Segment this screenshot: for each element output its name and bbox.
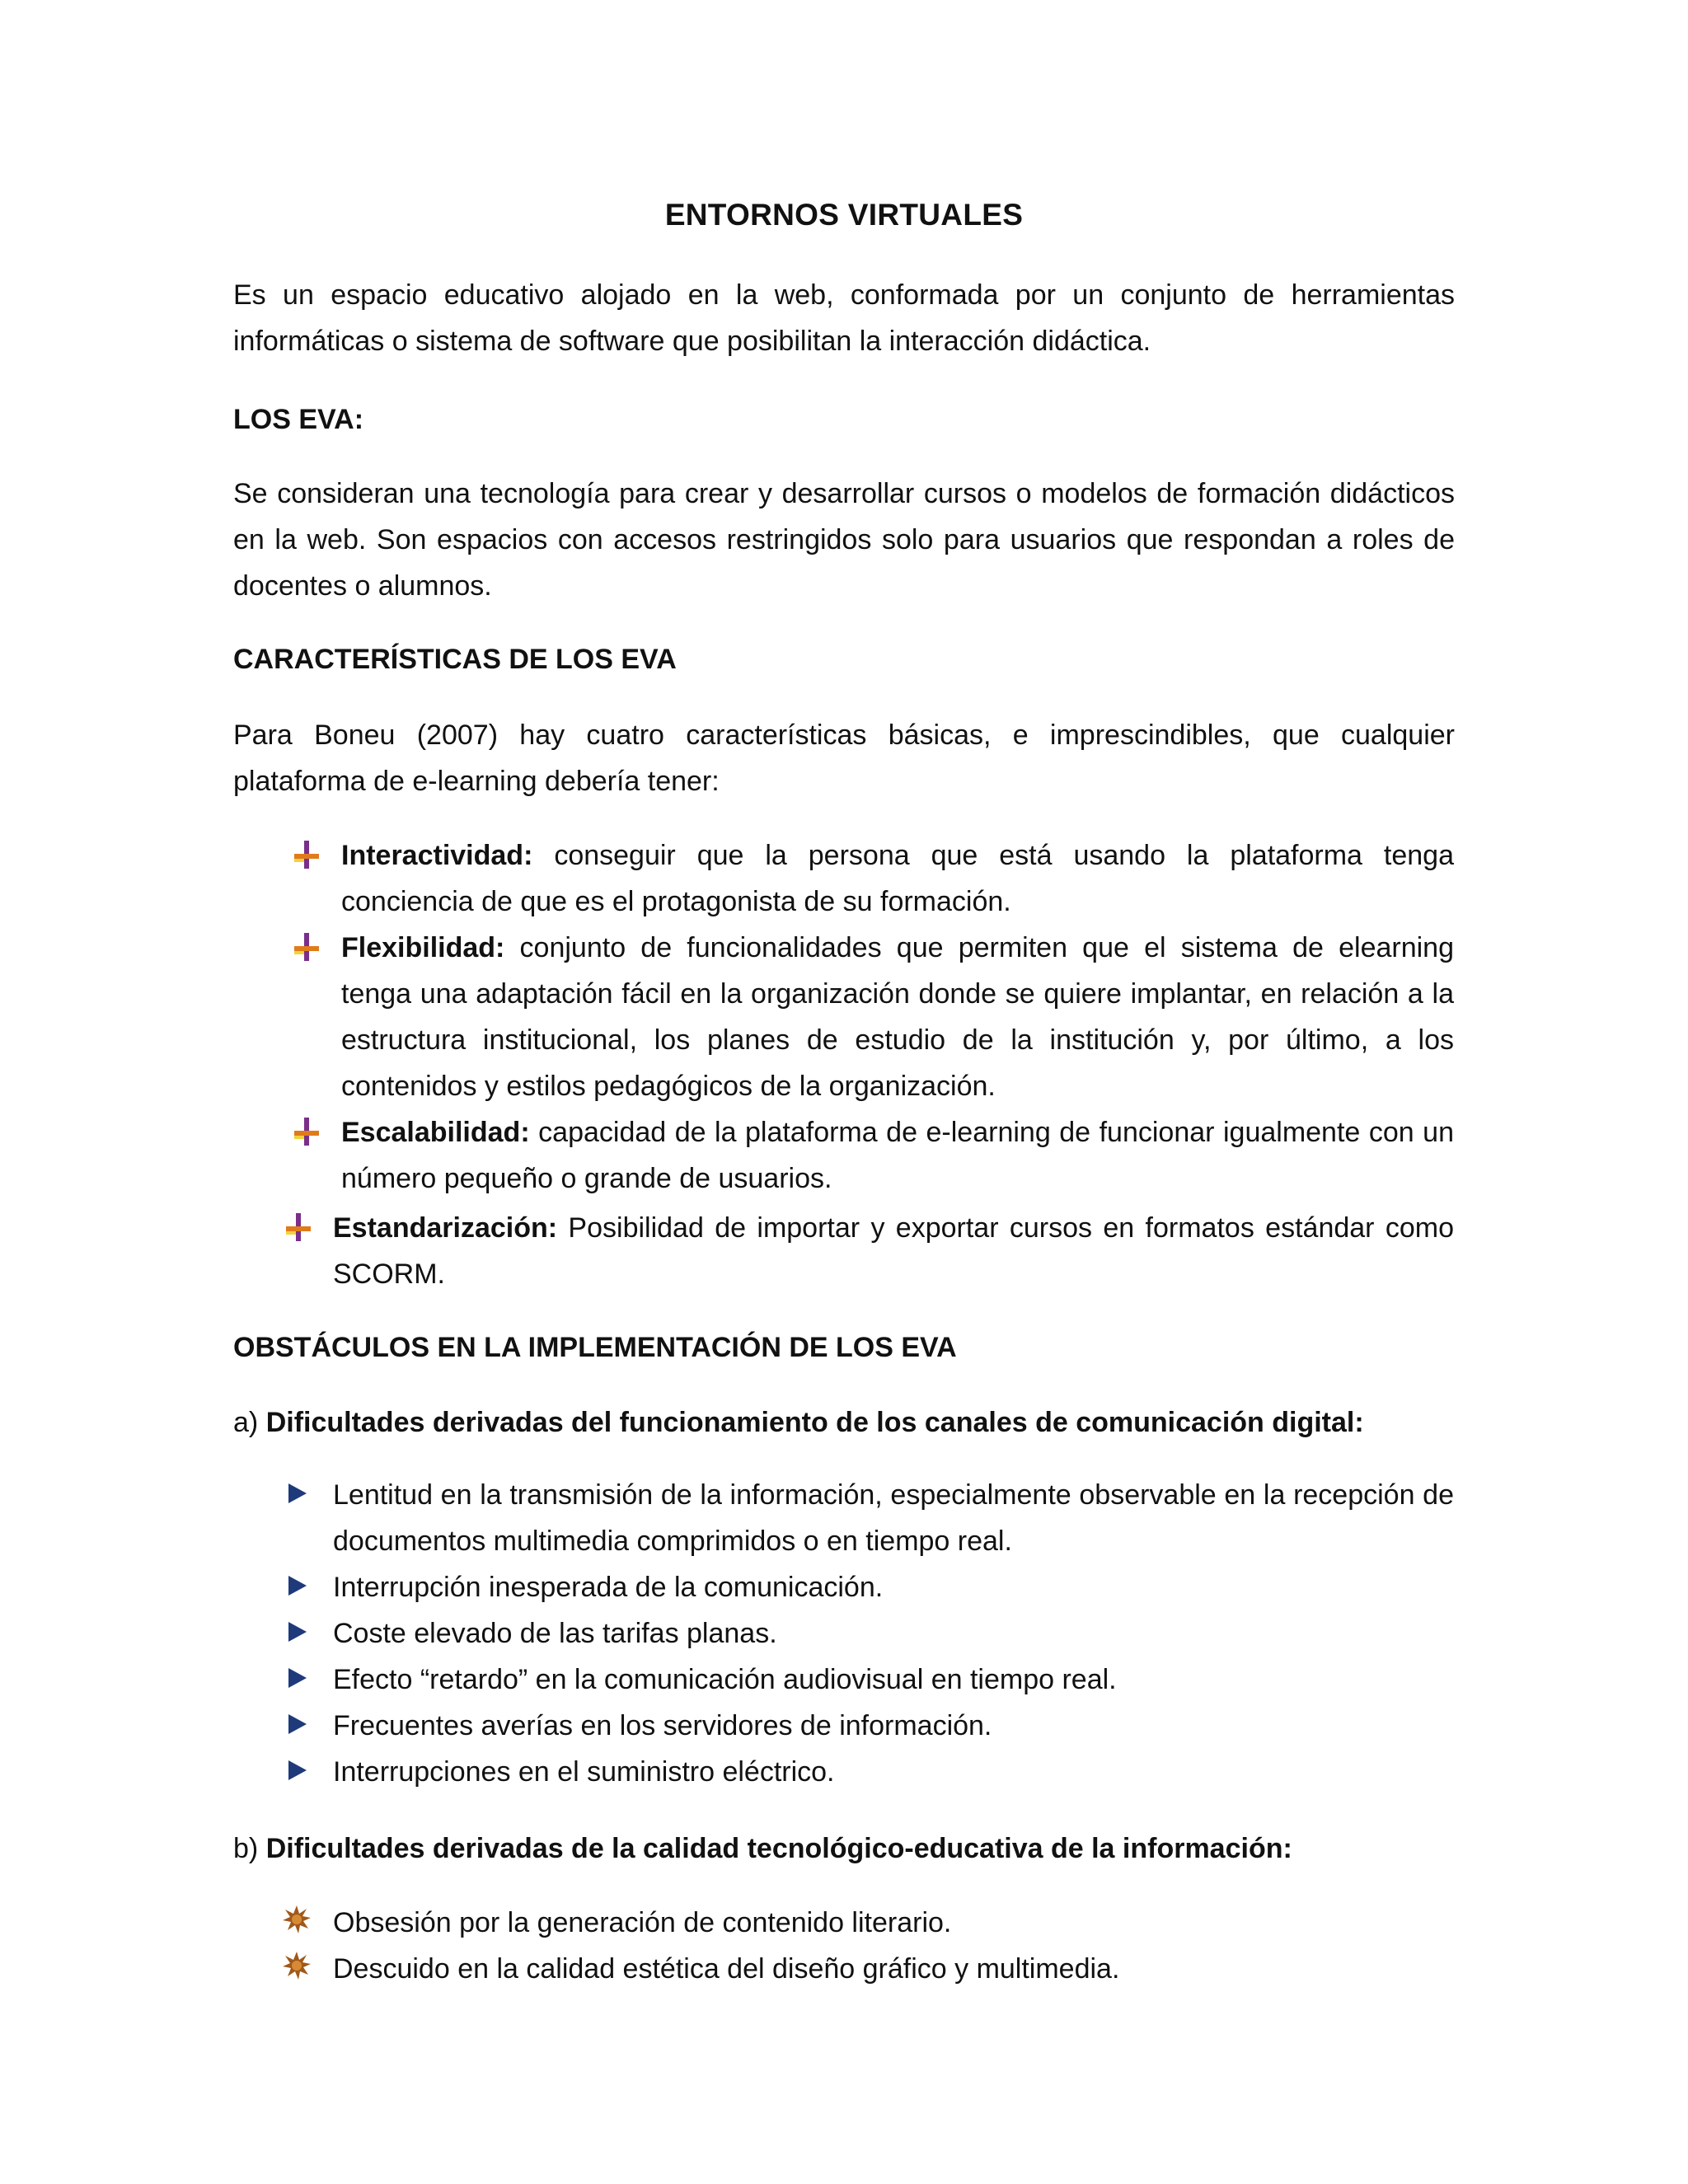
sun-star-bullet-icon: [282, 1905, 312, 1934]
cross-bullet-icon: [284, 1212, 313, 1244]
section-heading-obstaculos: OBSTÁCULOS EN LA IMPLEMENTACIÓN DE LOS EVA: [233, 1332, 957, 1363]
term-label: Estandarización:: [333, 1212, 558, 1244]
subsection-heading-a: [233, 1399, 1470, 1446]
subsection-title: Dificultades derivadas del funcionamiento de los canales de comunicación digital:: [265, 1407, 1364, 1438]
subsection-prefix: b): [233, 1833, 266, 1864]
term-description: Posibilidad de importar y exportar cursos en formatos estándar como SCORM.: [333, 1212, 1454, 1290]
list-item-text: Lentitud en la transmisión de la información, especialmente observable en la recepción de documentos multimedia comprimidos o en tiempo real.: [333, 1479, 1454, 1557]
list-item: [333, 1703, 1454, 1749]
list-item-text: Efecto “retardo” en la comunicación audiovisual en tiempo real.: [333, 1664, 1117, 1695]
term-label: Interactividad:: [341, 840, 533, 871]
arrow-bullet-icon: [287, 1482, 308, 1505]
list-item: [333, 1657, 1454, 1703]
term-description: capacidad de la plataforma de e-learning de funcionar igualmente con un número pequeño o grande de usuarios.: [341, 1117, 1454, 1194]
obstaculos-a-list: [333, 1472, 1454, 1795]
cross-bullet-icon: [292, 931, 321, 964]
list-item-text: Coste elevado de las tarifas planas.: [333, 1618, 777, 1649]
list-item: [333, 1749, 1454, 1795]
page-title: ENTORNOS VIRTUALES: [664, 198, 1024, 232]
term-label: Escalabilidad:: [341, 1117, 530, 1148]
list-item: [341, 832, 1454, 925]
list-item: [333, 1205, 1454, 1297]
list-item: [341, 1109, 1454, 1202]
obstaculos-b-list: [333, 1900, 1454, 1992]
subsection-prefix: a): [233, 1407, 266, 1438]
arrow-bullet-icon: [287, 1666, 308, 1690]
list-item-text: Obsesión por la generación de contenido literario.: [333, 1907, 952, 1938]
term-description: conseguir que la persona que está usando la plataforma tenga conciencia de que es el protagonista de su formación.: [341, 840, 1454, 917]
list-item-text: Interrupciones en el suministro eléctrico.: [333, 1756, 835, 1788]
list-item-text: Frecuentes averías en los servidores de información.: [333, 1710, 992, 1741]
list-item-text: Descuido en la calidad estética del diseño gráfico y multimedia.: [333, 1953, 1120, 1985]
list-item: [333, 1900, 1454, 1946]
cross-bullet-icon: [292, 839, 321, 872]
caracteristicas-list: [341, 832, 1454, 1202]
subsection-heading-b: [233, 1825, 1470, 1872]
term-label: Flexibilidad:: [341, 932, 505, 963]
intro-paragraph: Es un espacio educativo alojado en la web, conformada por un conjunto de herramientas informáticas o sistema de software que posibilitan la interacción didáctica.: [233, 279, 1455, 357]
section-heading-los-eva: LOS EVA:: [233, 404, 364, 435]
arrow-bullet-icon: [287, 1713, 308, 1736]
subsection-title: Dificultades derivadas de la calidad tecnológico-educativa de la información:: [265, 1833, 1292, 1864]
list-item: [333, 1610, 1454, 1657]
arrow-bullet-icon: [287, 1574, 308, 1597]
cross-bullet-icon: [292, 1116, 321, 1149]
list-item: [333, 1946, 1454, 1992]
sun-star-bullet-icon: [282, 1951, 312, 1980]
list-item: [333, 1564, 1454, 1610]
section-heading-caracteristicas: CARACTERÍSTICAS DE LOS EVA: [233, 644, 677, 675]
list-item: [333, 1472, 1454, 1564]
list-item-text: Interrupción inesperada de la comunicación.: [333, 1572, 884, 1603]
term-description: conjunto de funcionalidades que permiten que el sistema de elearning tenga una adaptación fácil en la organización donde se quiere implantar, en relación a la estructura institucional, los planes de estudio de la institución y, por último, a los contenidos y estilos pedagógicos de la organización.: [341, 932, 1454, 1102]
list-item: [341, 925, 1454, 1109]
caracteristicas-list-last: [333, 1205, 1454, 1297]
arrow-bullet-icon: [287, 1620, 308, 1643]
caracteristicas-intro: Para Boneu (2007) hay cuatro características básicas, e imprescindibles, que cualquier plataforma de e-learning debería tener:: [233, 719, 1455, 797]
los-eva-paragraph: Se consideran una tecnología para crear y desarrollar cursos o modelos de formación didácticos en la web. Son espacios con accesos restringidos solo para usuarios que respondan a roles de docentes o alumnos.: [233, 478, 1455, 602]
arrow-bullet-icon: [287, 1759, 308, 1782]
